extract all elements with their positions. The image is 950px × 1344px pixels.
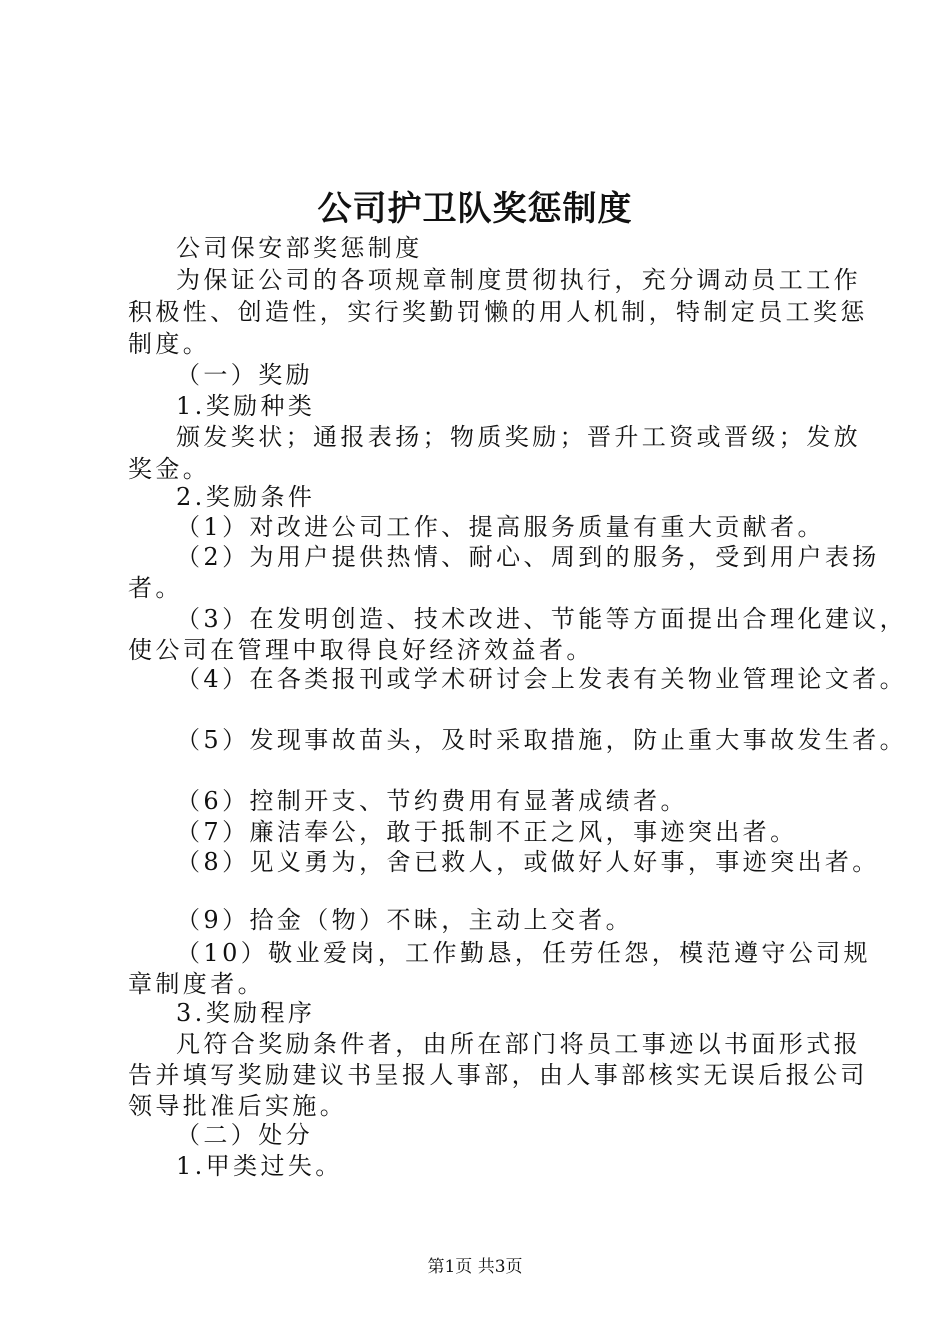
text-line: 积极性、创造性，实行奖勤罚懒的用人机制，特制定员工奖惩 xyxy=(128,298,868,326)
text-line: （二）处分 xyxy=(176,1121,313,1149)
text-line: 2.奖励条件 xyxy=(176,483,316,511)
text-line: （1）对改进公司工作、提高服务质量有重大贡献者。 xyxy=(176,513,825,541)
page-footer: 第1页 共3页 xyxy=(427,1257,523,1277)
text-line: （4）在各类报刊或学术研讨会上发表有关物业管理论文者。 xyxy=(176,665,908,693)
text-line: （3）在发明创造、技术改进、节能等方面提出合理化建议， xyxy=(176,605,908,633)
text-line: 颁发奖状；通报表扬；物质奖励；晋升工资或晋级；发放 xyxy=(176,423,861,451)
text-line: （9）拾金（物）不昧，主动上交者。 xyxy=(176,906,634,934)
text-line: 奖金。 xyxy=(128,455,211,483)
text-line: 制度。 xyxy=(128,330,211,358)
text-line: 者。 xyxy=(128,574,183,602)
text-line: （2）为用户提供热情、耐心、周到的服务，受到用户表扬 xyxy=(176,543,880,571)
text-line: （5）发现事故苗头，及时采取措施，防止重大事故发生者。 xyxy=(176,726,908,754)
text-line: 3.奖励程序 xyxy=(176,999,316,1027)
text-line: 公司保安部奖惩制度 xyxy=(176,234,423,262)
text-line: 1.甲类过失。 xyxy=(176,1152,343,1180)
text-line: （8）见义勇为，舍已救人，或做好人好事，事迹突出者。 xyxy=(176,848,880,876)
text-line: 告并填写奖励建议书呈报人事部，由人事部核实无误后报公司 xyxy=(128,1061,868,1089)
page-title: 公司护卫队奖惩制度 xyxy=(317,189,633,229)
text-line: （一）奖励 xyxy=(176,361,313,389)
text-line: 使公司在管理中取得良好经济效益者。 xyxy=(128,636,594,664)
text-line: 凡符合奖励条件者，由所在部门将员工事迹以书面形式报 xyxy=(176,1030,861,1058)
text-line: 1.奖励种类 xyxy=(176,392,316,420)
text-line: 章制度者。 xyxy=(128,970,265,998)
text-line: （10）敬业爱岗，工作勤恳，任劳任怨，模范遵守公司规 xyxy=(176,939,871,967)
text-line: （7）廉洁奉公，敢于抵制不正之风，事迹突出者。 xyxy=(176,818,798,846)
text-line: （6）控制开支、节约费用有显著成绩者。 xyxy=(176,787,688,815)
text-line: 为保证公司的各项规章制度贯彻执行，充分调动员工工作 xyxy=(176,266,861,294)
text-line: 领导批准后实施。 xyxy=(128,1092,348,1120)
